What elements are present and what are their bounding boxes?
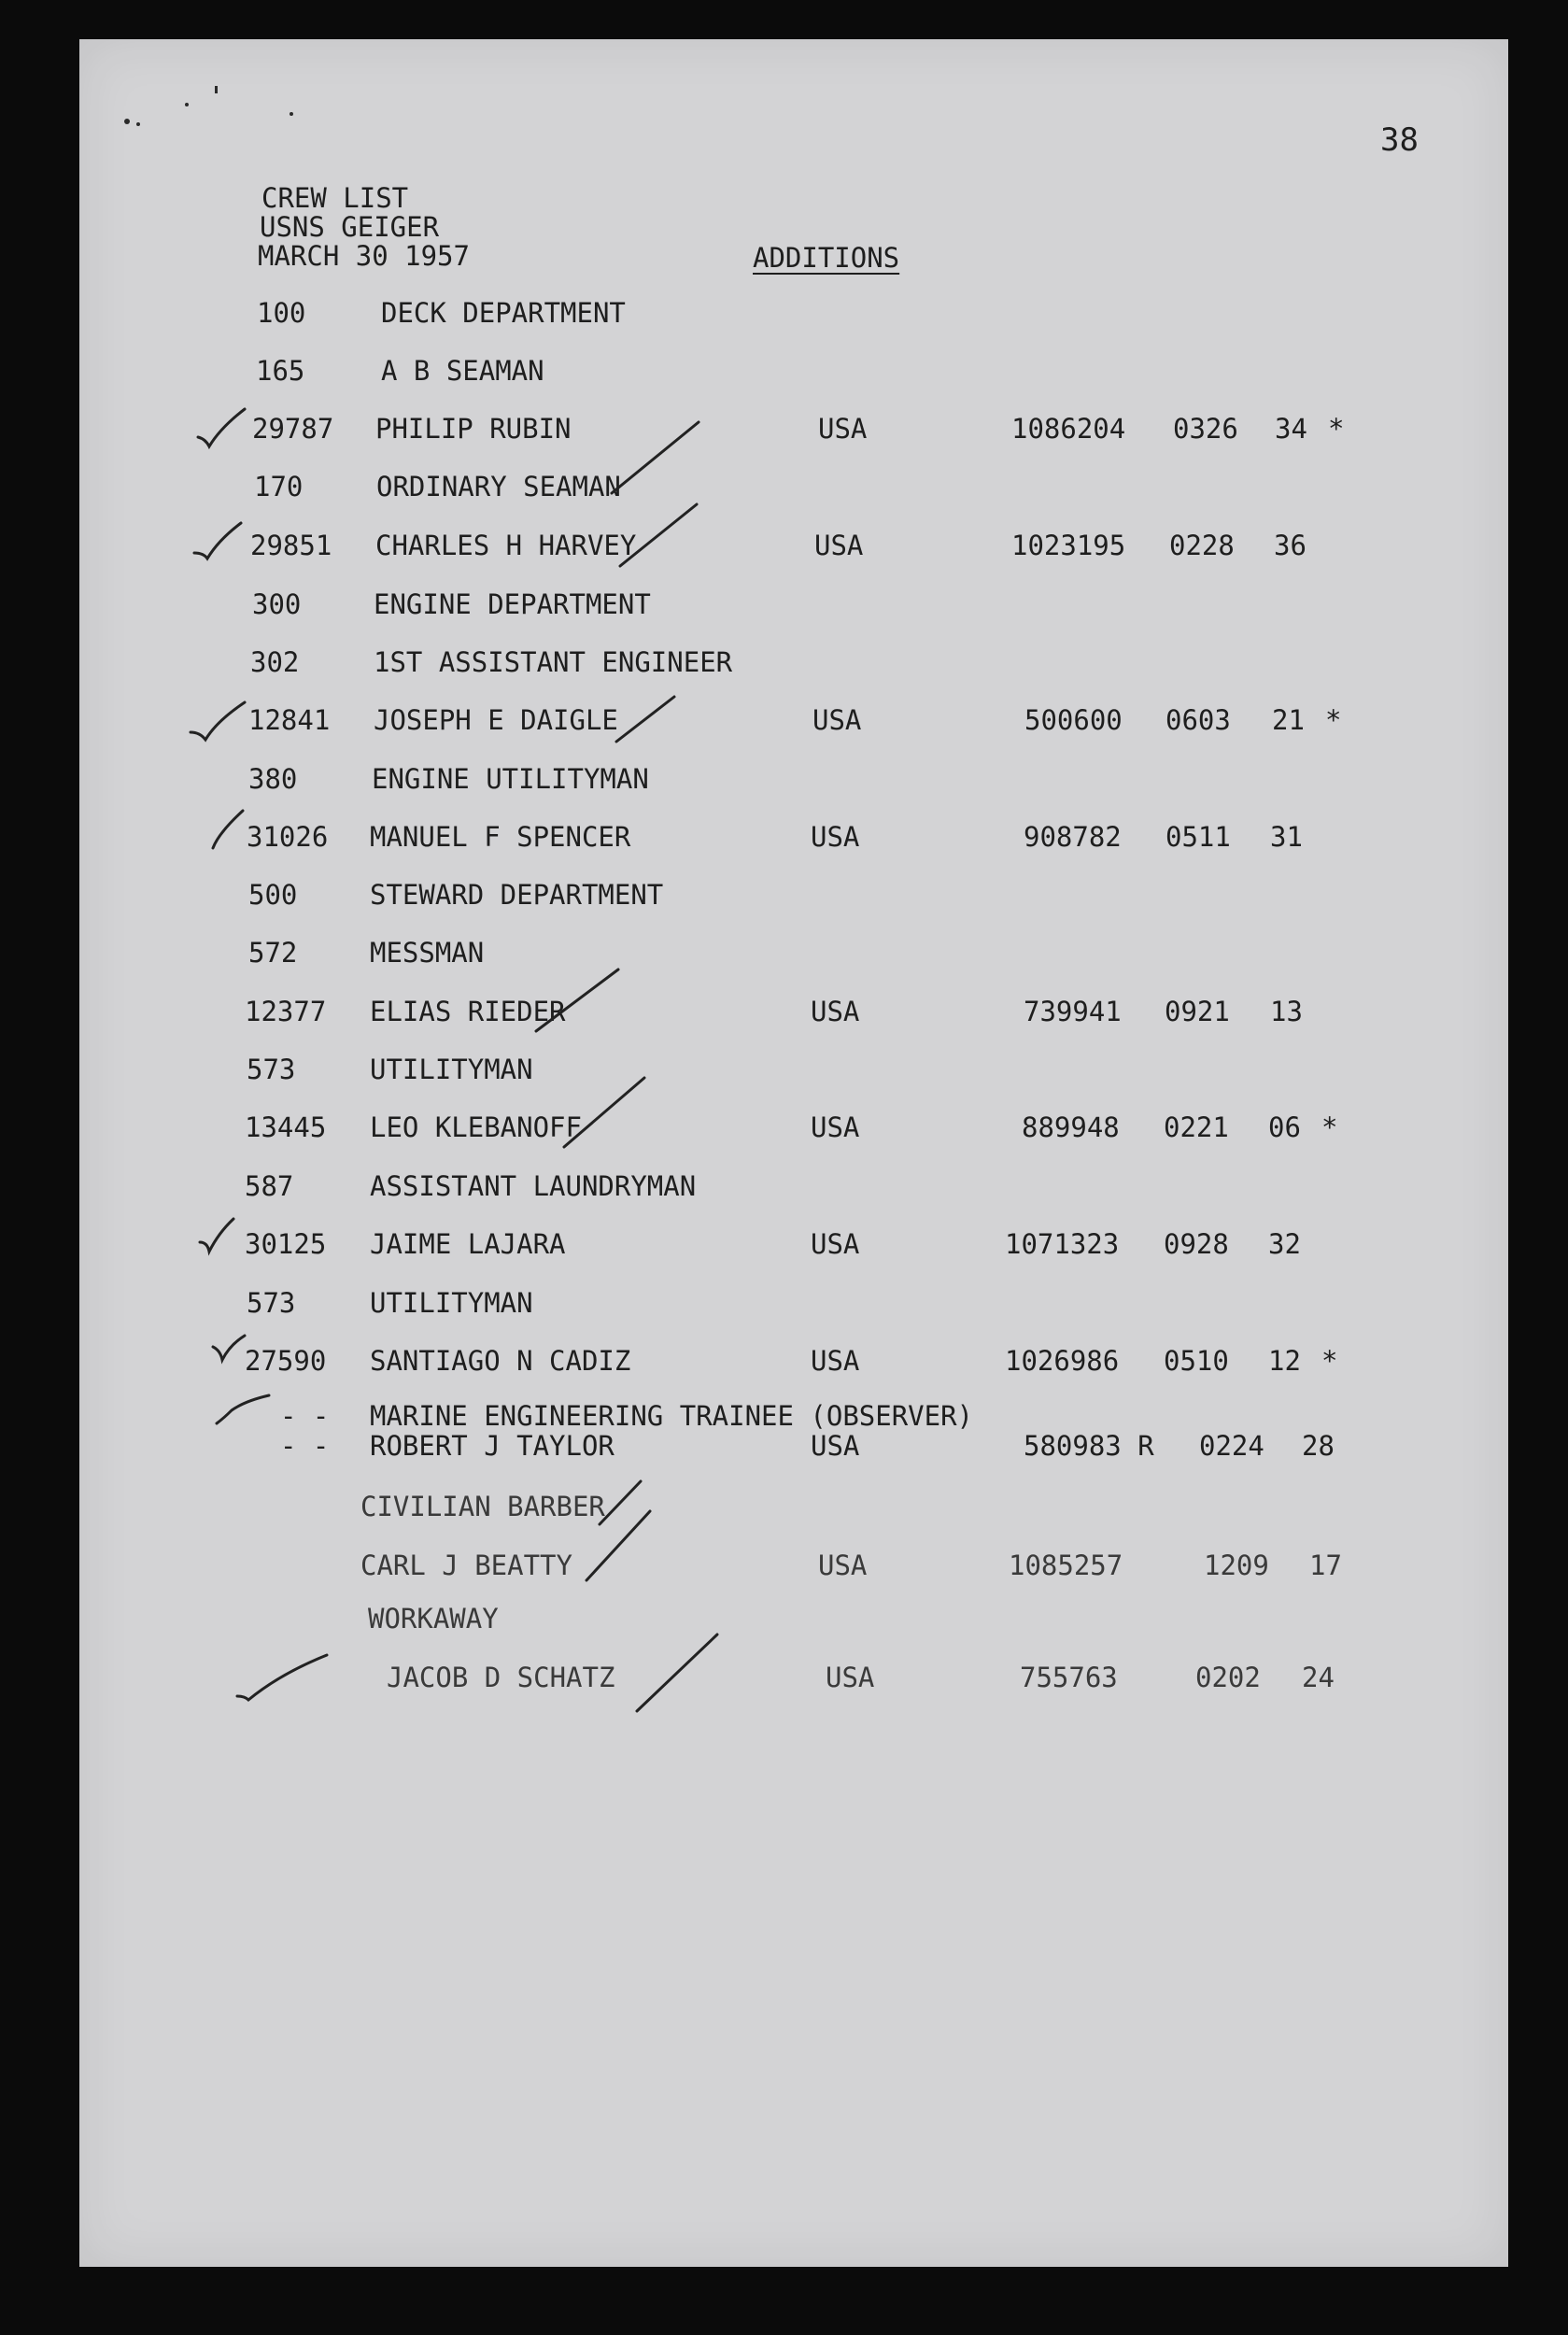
row-code: 572 — [248, 937, 298, 969]
slash-mark-icon — [612, 422, 699, 493]
row-code: 31026 — [247, 821, 329, 853]
row-age: 13 — [1270, 996, 1303, 1027]
row-code: 29787 — [252, 413, 334, 445]
row-nationality: USA — [811, 1111, 860, 1143]
slash-mark-icon — [637, 1634, 717, 1711]
row-code: 573 — [247, 1054, 296, 1085]
ink-speck — [124, 119, 130, 124]
row-number: 1085257 — [1009, 1550, 1123, 1581]
row-number: 908782 — [1024, 821, 1122, 853]
ink-speck — [185, 103, 189, 106]
row-number: 1023195 — [1011, 530, 1126, 561]
row-text: MANUEL F SPENCER — [370, 821, 631, 853]
row-age: 32 — [1268, 1228, 1301, 1260]
row-age: 31 — [1270, 821, 1303, 853]
row-age: 24 — [1302, 1662, 1335, 1693]
row-code: 12377 — [245, 996, 327, 1027]
row-date: 0326 — [1173, 413, 1238, 445]
row-age: 36 — [1274, 530, 1307, 561]
row-text: WORKAWAY — [368, 1603, 499, 1634]
row-code: 500 — [248, 879, 298, 911]
row-star: * — [1321, 1345, 1338, 1377]
check-mark-icon — [200, 1219, 233, 1252]
row-text: ENGINE DEPARTMENT — [374, 588, 651, 620]
row-text: JAIME LAJARA — [370, 1228, 566, 1260]
row-code: 587 — [245, 1170, 294, 1202]
row-code: 12841 — [248, 704, 331, 736]
row-code: 30125 — [245, 1228, 327, 1260]
row-text: CARL J BEATTY — [360, 1550, 572, 1581]
row-star: * — [1325, 704, 1342, 736]
row-date: 0510 — [1164, 1345, 1229, 1377]
row-code: 100 — [257, 297, 306, 329]
row-age: 12 — [1268, 1345, 1301, 1377]
row-star: * — [1328, 413, 1345, 445]
row-age: 28 — [1302, 1430, 1335, 1462]
row-date: 0228 — [1169, 530, 1235, 561]
row-date: 1209 — [1204, 1550, 1269, 1581]
title-ship-name: USNS GEIGER — [260, 211, 440, 243]
row-star: * — [1321, 1111, 1338, 1143]
row-code: 380 — [248, 763, 298, 795]
row-code: - - — [280, 1430, 330, 1462]
page-number: 38 — [1380, 121, 1419, 159]
row-age: 21 — [1272, 704, 1305, 736]
row-code: 300 — [252, 588, 302, 620]
slash-mark-icon — [600, 1481, 641, 1524]
row-text: MARINE ENGINEERING TRAINEE (OBSERVER) — [370, 1400, 974, 1432]
row-date: 0921 — [1165, 996, 1230, 1027]
row-text: CIVILIAN BARBER — [360, 1491, 605, 1522]
row-nationality: USA — [811, 821, 860, 853]
row-text: PHILIP RUBIN — [375, 413, 572, 445]
row-text: JACOB D SCHATZ — [387, 1662, 615, 1693]
row-text: SANTIAGO N CADIZ — [370, 1345, 631, 1377]
row-text: ROBERT J TAYLOR — [370, 1430, 614, 1462]
slash-mark-icon — [616, 697, 674, 742]
row-age: 06 — [1268, 1111, 1301, 1143]
row-text: ASSISTANT LAUNDRYMAN — [370, 1170, 697, 1202]
title-date: MARCH 30 1957 — [258, 240, 470, 272]
row-nationality: USA — [811, 996, 860, 1027]
row-code: 27590 — [245, 1345, 327, 1377]
row-number: 500600 — [1024, 704, 1123, 736]
row-code: 170 — [254, 471, 304, 502]
row-date: 0511 — [1165, 821, 1231, 853]
row-nationality: USA — [812, 704, 862, 736]
slash-mark-icon — [620, 504, 697, 566]
row-age: 17 — [1309, 1550, 1342, 1581]
row-code: 165 — [256, 355, 305, 387]
row-code: 573 — [247, 1287, 296, 1319]
row-number: 1086204 — [1011, 413, 1126, 445]
section-additions: ADDITIONS — [753, 242, 900, 274]
row-text: ORDINARY SEAMAN — [376, 471, 621, 502]
row-number: 580983 R — [1024, 1430, 1154, 1462]
row-number: 1026986 — [1005, 1345, 1120, 1377]
row-text: MESSMAN — [370, 937, 485, 969]
row-text: LEO KLEBANOFF — [370, 1111, 582, 1143]
check-mark-icon — [217, 1395, 269, 1423]
row-text: UTILITYMAN — [370, 1287, 533, 1319]
row-date: 0928 — [1164, 1228, 1229, 1260]
row-number: 755763 — [1020, 1662, 1118, 1693]
row-nationality: USA — [818, 413, 868, 445]
row-text: ENGINE UTILITYMAN — [372, 763, 649, 795]
check-mark-icon — [191, 702, 245, 740]
row-code: 29851 — [250, 530, 332, 561]
row-nationality: USA — [811, 1228, 860, 1260]
slash-mark-icon — [586, 1511, 650, 1580]
row-nationality: USA — [818, 1550, 868, 1581]
row-text: DECK DEPARTMENT — [381, 297, 626, 329]
row-number: 889948 — [1022, 1111, 1120, 1143]
row-text: CHARLES H HARVEY — [375, 530, 637, 561]
title-crew-list: CREW LIST — [261, 182, 409, 214]
row-date: 0202 — [1195, 1662, 1261, 1693]
row-text: ELIAS RIEDER — [370, 996, 566, 1027]
ink-speck — [290, 112, 293, 116]
check-mark-icon — [194, 523, 241, 559]
slash-mark-icon — [564, 1078, 644, 1147]
row-text: JOSEPH E DAIGLE — [374, 704, 618, 736]
row-number: 739941 — [1024, 996, 1122, 1027]
ink-speck — [215, 86, 218, 93]
row-age: 34 — [1275, 413, 1307, 445]
ink-speck — [136, 122, 140, 126]
row-date: 0603 — [1165, 704, 1231, 736]
row-number: 1071323 — [1005, 1228, 1120, 1260]
check-mark-icon — [213, 1336, 245, 1360]
row-nationality: USA — [811, 1430, 860, 1462]
row-date: 0224 — [1199, 1430, 1264, 1462]
row-date: 0221 — [1164, 1111, 1229, 1143]
row-text: 1ST ASSISTANT ENGINEER — [374, 646, 733, 678]
check-mark-icon — [198, 409, 245, 446]
row-nationality: USA — [814, 530, 864, 561]
check-mark-icon — [237, 1655, 327, 1700]
row-nationality: USA — [826, 1662, 875, 1693]
row-code: - - — [280, 1400, 330, 1432]
row-code: 13445 — [245, 1111, 327, 1143]
row-nationality: USA — [811, 1345, 860, 1377]
row-code: 302 — [250, 646, 300, 678]
row-text: STEWARD DEPARTMENT — [370, 879, 664, 911]
row-text: UTILITYMAN — [370, 1054, 533, 1085]
slash-mark-icon — [536, 969, 618, 1031]
check-mark-icon — [213, 811, 243, 848]
row-text: A B SEAMAN — [381, 355, 544, 387]
